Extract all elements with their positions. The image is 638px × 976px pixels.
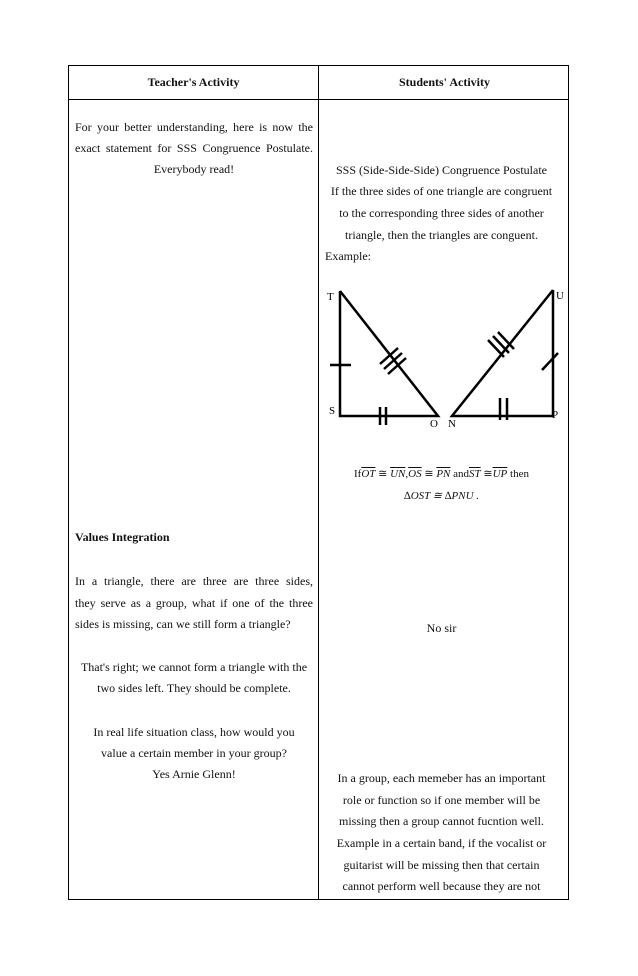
student-answer-line2: role or function so if one member will be: [342, 793, 541, 807]
condition-and: and: [453, 468, 470, 480]
values-integration-heading: Values Integration: [75, 530, 170, 544]
teacher-intro-line1: For your better understanding, here is now the: [75, 120, 313, 134]
segment-UP: $\overline{UP}$: [492, 468, 508, 480]
condition-then: then: [510, 468, 529, 480]
tick-UN-2: [493, 336, 509, 353]
postulate-line2: to the corresponding three sides of another: [339, 206, 544, 220]
comma: ,: [405, 468, 409, 480]
student-answer-line6: cannot perform well because they are not: [342, 879, 541, 893]
student-answer-line4: Example in a certain band, if the vocalist or: [336, 836, 547, 850]
teacher-question1-line1: In a triangle, there are three are three sides,: [75, 574, 313, 588]
congruent-triangles-figure: [320, 280, 570, 440]
teacher-response-line1: That's right; we cannot form a triangle with the: [80, 660, 308, 674]
segment-ST: $\overline{ST}$: [469, 468, 481, 480]
congruent-symbol: ≅: [483, 468, 493, 480]
student-answer-line1: In a group, each memeber has an important: [337, 771, 546, 785]
teacher-question1-line2: they serve as a group, what if one of the three: [75, 596, 313, 610]
teacher-question2-line3: Yes Arnie Glenn!: [152, 767, 236, 781]
tick-UP: [542, 353, 558, 370]
triangle-congruence-conclusion: ∆OST ≅ ∆PNU .: [403, 490, 480, 502]
example-label: Example:: [325, 249, 371, 263]
students-column-header: Students' Activity: [398, 75, 490, 89]
postulate-title: SSS (Side-Side-Side) Congruence Postulate: [336, 163, 547, 177]
student-answer-no: No sir: [426, 621, 457, 635]
segment-OT: $\overline{OT}$: [361, 468, 376, 480]
postulate-line3: triangle, then the triangles are conguent.: [345, 228, 538, 242]
triangle-OST: [340, 291, 438, 416]
segment-UN: $\overline{UN}$: [390, 468, 406, 480]
teacher-intro-line2: exact statement for SSS Congruence Postulate.: [75, 141, 313, 155]
teacher-question1-line3: sides is missing, can we still form a triangle?: [75, 617, 291, 631]
vertex-label-N: N: [448, 418, 456, 430]
segment-OS: $\overline{OS}$: [408, 468, 422, 480]
teacher-question2-line1: In real life situation class, how would you: [93, 725, 295, 739]
vertex-label-P: P: [552, 409, 559, 421]
vertex-label-T: T: [327, 291, 334, 303]
tick-UN-1: [488, 340, 504, 357]
condition-if: If: [354, 468, 362, 480]
vertex-label-U: U: [556, 290, 564, 302]
column-divider: [318, 66, 319, 899]
triangle-PNU: [452, 290, 553, 416]
header-divider: [69, 99, 568, 100]
congruent-symbol: ≅: [424, 468, 434, 480]
teacher-intro-line3: Everybody read!: [153, 162, 235, 176]
teacher-question2-line2: value a certain member in your group?: [101, 746, 287, 760]
segment-PN: $\overline{PN}$: [436, 468, 451, 480]
teacher-response-line2: two sides left. They should be complete.: [97, 681, 291, 695]
postulate-line1: If the three sides of one triangle are congruent: [330, 184, 553, 198]
congruence-condition: [320, 464, 563, 485]
vertex-label-S: S: [329, 405, 336, 417]
student-answer-line5: guitarist will be missing then that certain: [343, 858, 540, 872]
student-answer-line3: missing then a group cannot fucntion well.: [339, 814, 544, 828]
teacher-column-header: Teacher's Activity: [147, 75, 240, 89]
vertex-label-O: O: [430, 418, 438, 430]
congruent-symbol: ≅: [378, 468, 388, 480]
